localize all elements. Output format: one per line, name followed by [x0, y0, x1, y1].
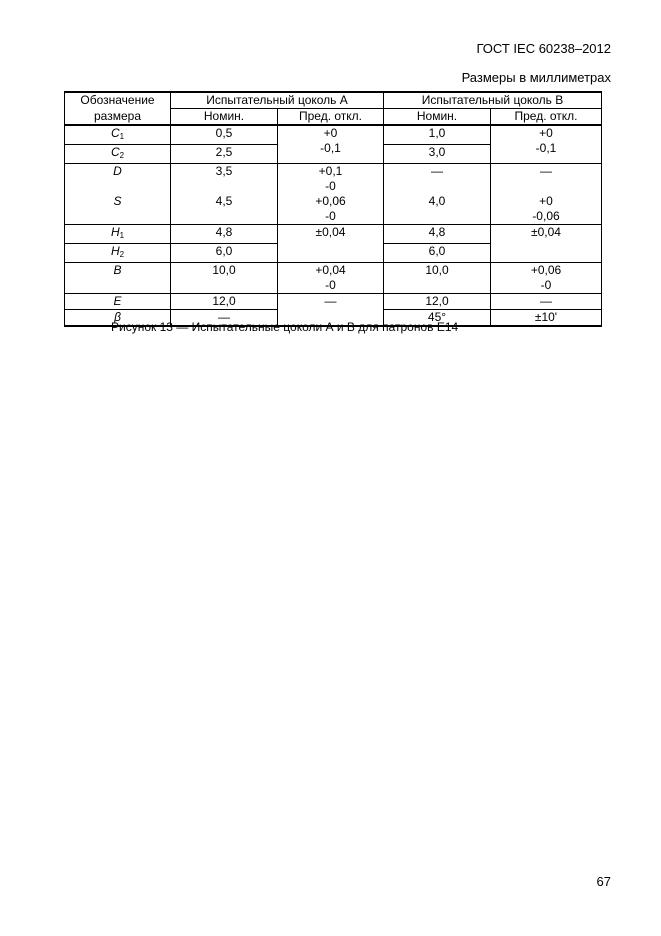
a-nom-beta: — — [171, 310, 278, 327]
a-tol-e: — — [278, 294, 384, 327]
units-note: Размеры в миллиметрах — [461, 70, 611, 85]
b-nom-d: — — [384, 164, 491, 195]
symbol-beta: β — [65, 310, 171, 327]
b-tol-beta: ±10' — [491, 310, 602, 327]
b-nom-s: 4,0 — [384, 194, 491, 225]
a-nom-d: 3,5 — [171, 164, 278, 195]
b-tol-c: +0 -0,1 — [491, 125, 602, 164]
b-nom-b: 10,0 — [384, 263, 491, 294]
a-tol-s: +0,06 -0 — [278, 194, 384, 225]
cap-a-header: Испытательный цоколь А — [171, 92, 384, 109]
b-tol-s: +0 -0,06 — [491, 194, 602, 225]
cap-a-tolerance-header: Пред. откл. — [278, 109, 384, 126]
symbol-h1: $H_1$ — [65, 225, 171, 244]
b-nom-h1: 4,8 — [384, 225, 491, 244]
cap-b-header: Испытательный цоколь В — [384, 92, 602, 109]
b-nom-beta: 45° — [384, 310, 491, 327]
symbol-e: E — [65, 294, 171, 310]
b-nom-e: 12,0 — [384, 294, 491, 310]
b-nom-c1: 1,0 — [384, 125, 491, 145]
a-nom-c1: 0,5 — [171, 125, 278, 145]
figure-caption: Рисунок 13 — Испытательные цоколи А и В для патронов Е14 — [111, 320, 459, 334]
a-nom-e: 12,0 — [171, 294, 278, 310]
b-nom-h2: 6,0 — [384, 244, 491, 263]
standard-designation: ГОСТ IEC 60238–2012 — [476, 41, 611, 56]
b-tol-h: ±0,04 — [491, 225, 602, 263]
symbol-s: S — [65, 194, 171, 225]
a-tol-h: ±0,04 — [278, 225, 384, 263]
cap-b-nominal-header: Номин. — [384, 109, 491, 126]
designation-header-line1: Обозначение — [65, 92, 171, 109]
dimensions-table — [64, 91, 602, 327]
a-nom-h2: 6,0 — [171, 244, 278, 263]
symbol-h2: $H_2$ — [65, 244, 171, 263]
symbol-d: D — [65, 164, 171, 195]
a-nom-s: 4,5 — [171, 194, 278, 225]
symbol-b: B — [65, 263, 171, 294]
symbol-c1: $C_1$ — [65, 125, 171, 145]
symbol-c2: $C_2$ — [65, 145, 171, 164]
b-tol-b: +0,06 -0 — [491, 263, 602, 294]
a-nom-b: 10,0 — [171, 263, 278, 294]
a-nom-c2: 2,5 — [171, 145, 278, 164]
designation-header-line2: размера — [65, 109, 171, 126]
b-tol-e: — — [491, 294, 602, 310]
a-nom-h1: 4,8 — [171, 225, 278, 244]
page-number: 67 — [596, 874, 611, 889]
a-tol-c: +0 -0,1 — [278, 125, 384, 164]
b-nom-c2: 3,0 — [384, 145, 491, 164]
a-tol-d: +0,1 -0 — [278, 164, 384, 195]
b-tol-d: — — [491, 164, 602, 195]
cap-a-nominal-header: Номин. — [171, 109, 278, 126]
cap-b-tolerance-header: Пред. откл. — [491, 109, 602, 126]
a-tol-b: +0,04 -0 — [278, 263, 384, 294]
